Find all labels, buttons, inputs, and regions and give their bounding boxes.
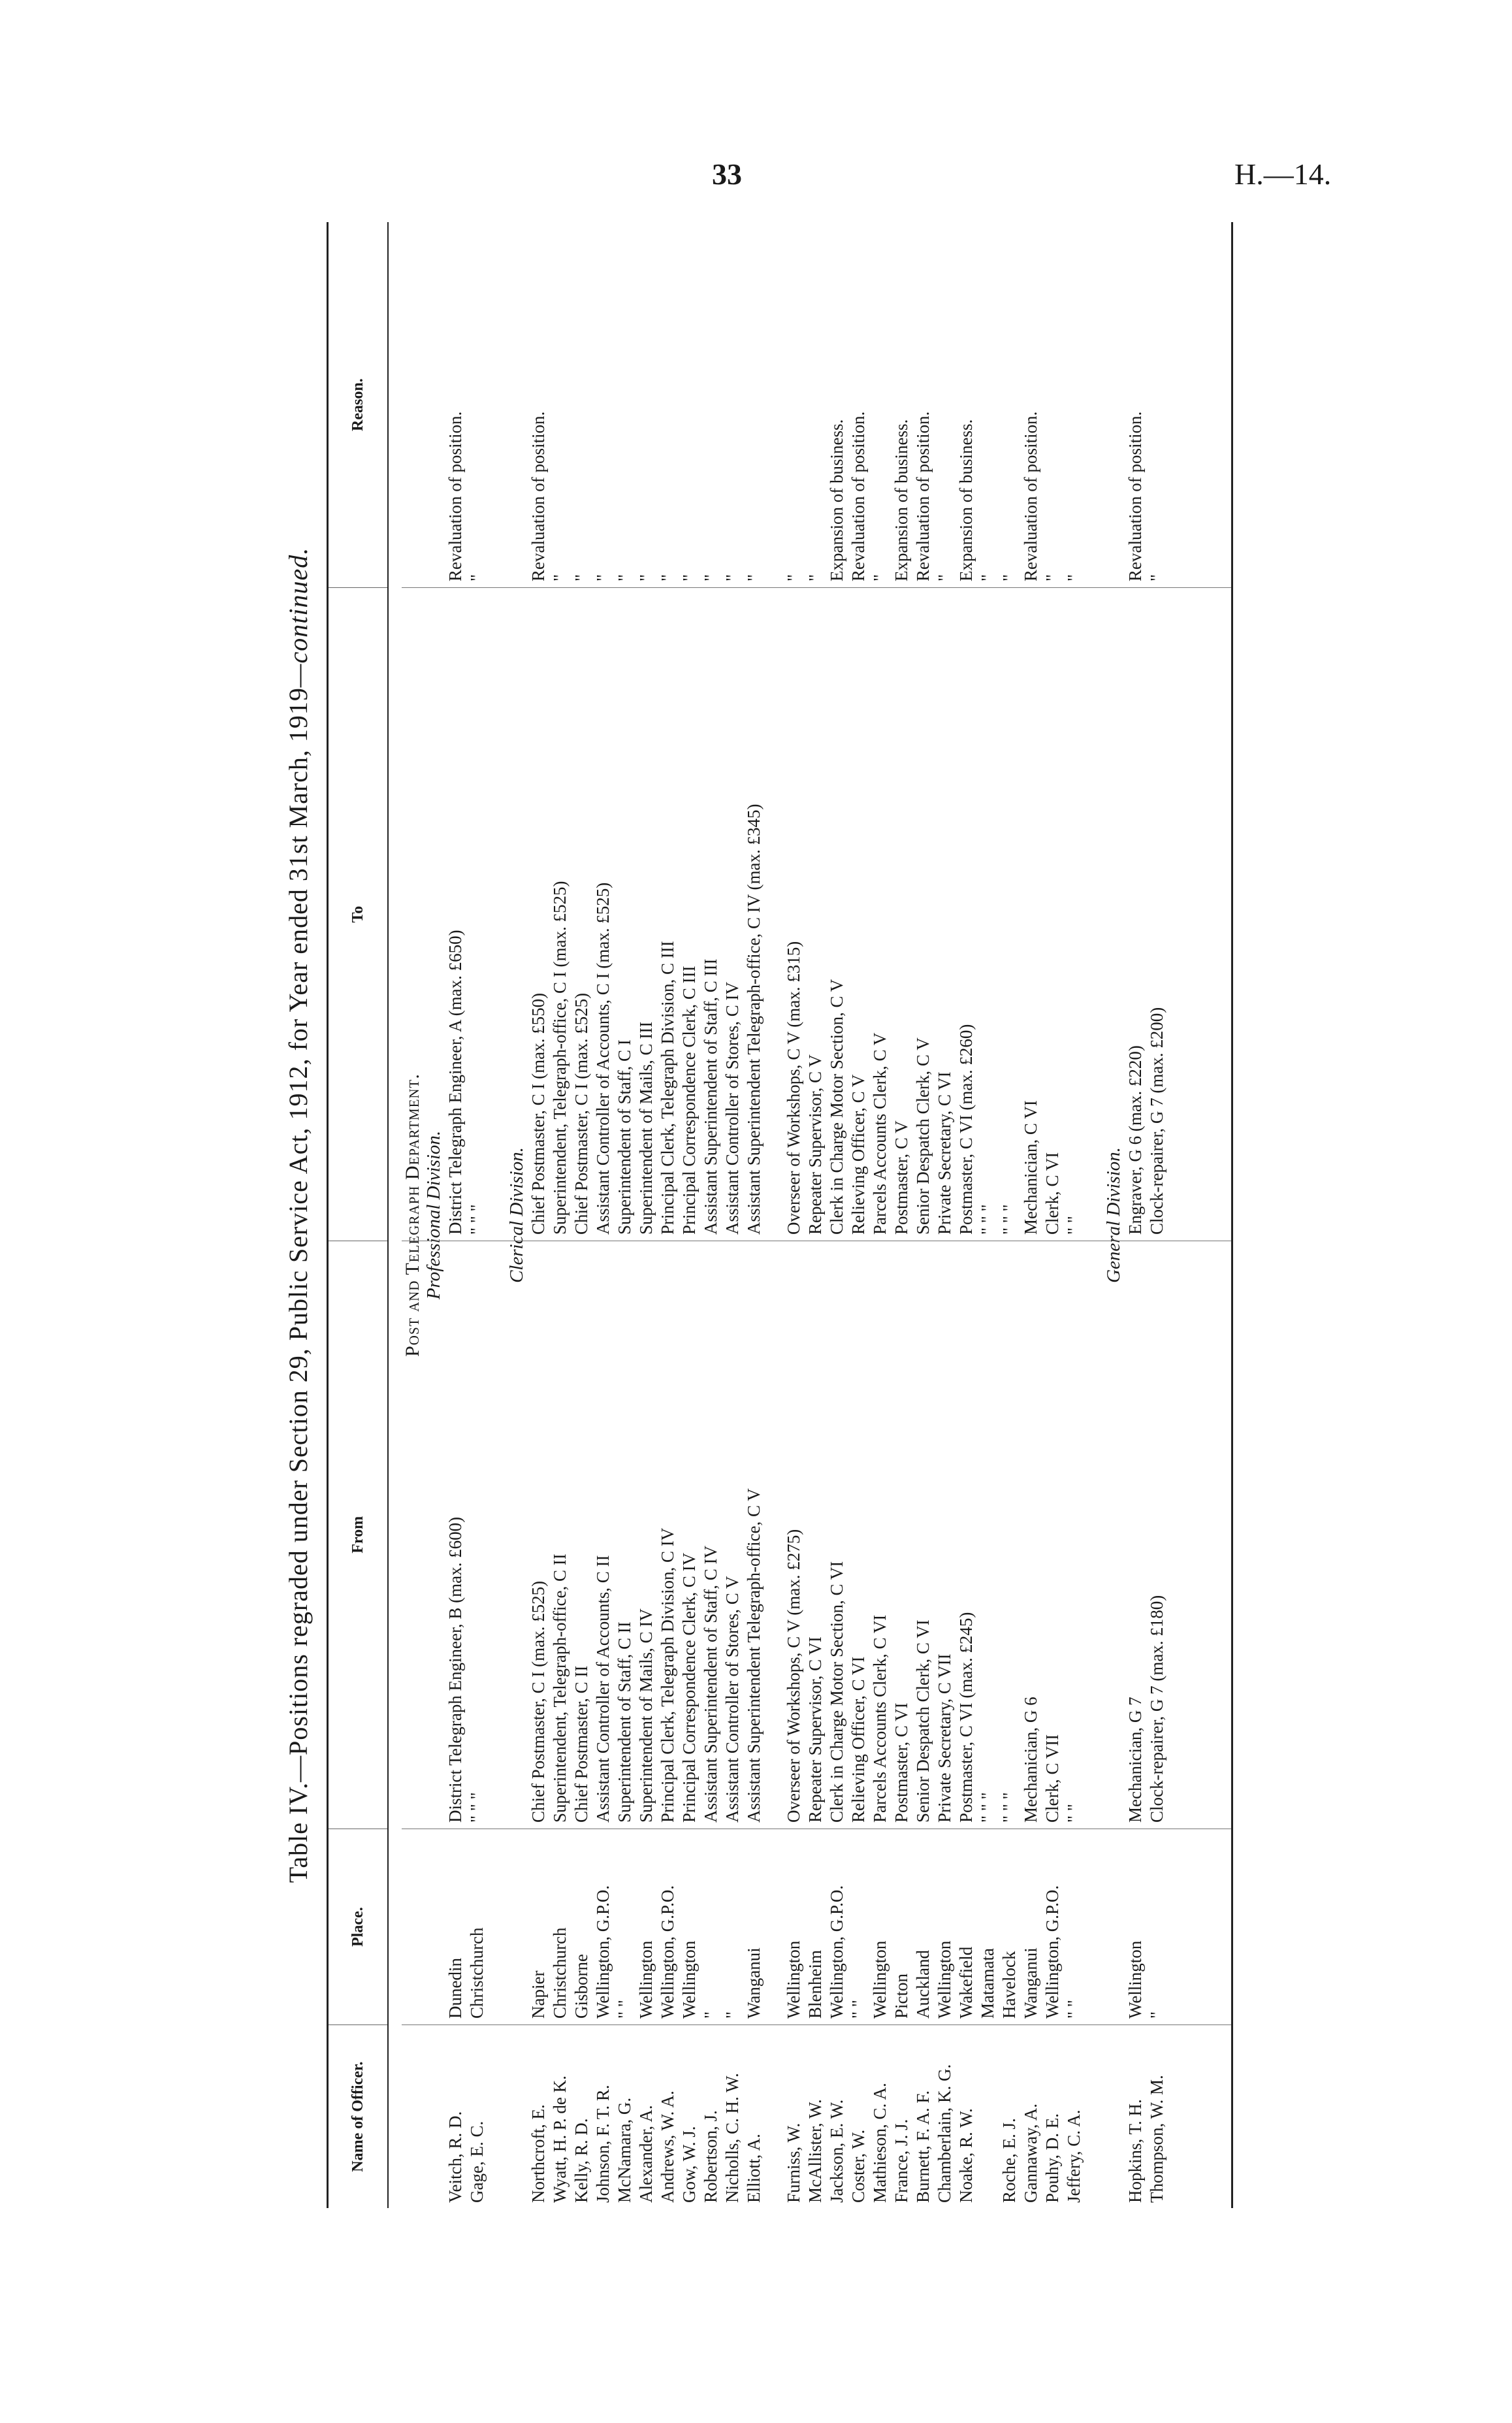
from-grade-cell: " " [1064,1804,1084,1823]
place-cell: Wanganui [744,1947,764,2019]
from-grade-cell: Senior Despatch Clerk, C VI [913,1619,933,1823]
to-grade-cell: Overseer of Workshops, C V (max. £315) [784,941,803,1235]
table-row [805,222,826,2208]
to-grade-cell: Repeater Supervisor, C V [805,1054,825,1235]
from-grade-cell: Parcels Accounts Clerk, C VI [870,1614,890,1823]
place-cell: " " [1064,2000,1084,2019]
place-cell: Wellington [636,1940,656,2019]
table-row [912,222,934,2208]
to-grade-cell: " " [1064,1216,1084,1235]
place-cell: Picton [892,1973,911,2019]
reason-cell: " [805,574,825,581]
officer-name-cell: Jackson, E. W. [827,2099,846,2203]
place-cell: Wellington [679,1940,699,2019]
division-heading: Professional Division. [423,1130,444,1300]
to-grade-cell: Clerk in Charge Motor Section, C V [827,979,846,1235]
officer-name-cell: Jeffery, C. A. [1064,2109,1084,2203]
reason-cell: " [1147,574,1166,581]
place-cell: " [722,2011,742,2019]
place-cell: Auckland [913,1950,933,2019]
reason-cell: Revaluation of position. [1021,411,1040,581]
table-row [848,222,869,2208]
table-title-text: Table IV.—Positions regraded under Section 29, Public Service Act, 1912, for Year ended 31st March, 1919 [283,687,313,1883]
reason-cell: " [744,574,764,581]
place-cell: Wellington, G.P.O. [1042,1885,1062,2019]
place-cell: Blenheim [805,1950,825,2019]
to-grade-cell: Private Secretary, C VI [935,1071,954,1235]
series-code: H.—14. [1234,157,1332,191]
reason-cell: Revaluation of position. [445,411,465,581]
officer-name-cell: Pouhy, D. E. [1042,2113,1062,2203]
reason-cell: " [999,574,1019,581]
to-grade-cell: Superintendent of Staff, C I [615,1039,634,1235]
officer-name-cell: Noake, R. W. [956,2108,976,2203]
table-row [1146,222,1168,2208]
officer-name-cell: Hopkins, T. H. [1125,2099,1145,2203]
department-heading: Post and Telegraph Department. [402,1073,423,1357]
from-grade-cell: " " " [467,1792,487,1823]
to-grade-cell: Principal Clerk, Telegraph Division, C III [658,941,677,1235]
reason-cell: " [935,574,954,581]
section-gap [765,222,783,2208]
from-grade-cell: Repeater Supervisor, C VI [805,1636,825,1823]
officer-name-cell: Gage, E. C. [467,2121,487,2203]
column-header-from: From [329,1241,387,1829]
place-cell: Gisborne [571,1954,591,2019]
section-gap [488,222,506,2208]
table-row [592,222,614,2208]
from-grade-cell: Principal Correspondence Clerk, C IV [679,1552,699,1823]
from-grade-cell: Overseer of Workshops, C V (max. £275) [784,1529,803,1823]
reason-cell: " [658,574,677,581]
column-header-reason: Reason. [349,378,366,431]
table-row [466,222,488,2208]
place-cell: " " [848,2000,868,2019]
table-row [1125,222,1146,2208]
from-grade-cell: Private Secretary, C VII [935,1653,954,1823]
from-grade-cell: " " " [978,1792,997,1823]
reason-cell: " [701,574,720,581]
officer-name-cell [977,2025,999,2208]
from-grade-cell: Assistant Superintendent of Staff, C IV [701,1546,720,1823]
from-grade-cell: Postmaster, C VI (max. £245) [956,1612,976,1823]
to-grade-cell: " " " [467,1204,487,1235]
reason-cell: " [615,574,634,581]
to-grade-cell: Mechanician, C VI [1021,1100,1040,1235]
table-row [722,222,743,2208]
reason-cell: Revaluation of position. [848,411,868,581]
table-row [826,222,848,2208]
from-grade-cell: Clerk in Charge Motor Section, C VI [827,1561,846,1823]
to-grade-cell: Assistant Superintendent Telegraph-office, C IV (max. £345) [744,804,764,1235]
from-grade-cell: Superintendent of Mails, C IV [636,1608,656,1823]
reason-cell: Expansion of business. [892,419,911,581]
from-grade-cell: Relieving Officer, C VI [848,1656,868,1823]
from-grade-cell: Principal Clerk, Telegraph Division, C IV [658,1527,677,1823]
reason-cell: Revaluation of position. [528,411,548,581]
table-row [549,222,571,2208]
to-grade-cell: Relieving Officer, C V [848,1074,868,1235]
place-cell: Matamata [978,1948,997,2019]
place-cell: Napier [528,1970,548,2019]
section-gap [1085,222,1103,2208]
place-cell: Havelock [999,1951,1019,2019]
to-grade-cell: Chief Postmaster, C I (max. £550) [528,992,548,1235]
place-cell: Christchurch [550,1927,570,2019]
officer-name-cell: Elliott, A. [744,2134,764,2203]
place-cell: Wellington [935,1940,954,2019]
officer-name-cell: Wyatt, H. P. de K. [550,2075,570,2203]
place-cell: Wellington, G.P.O. [658,1885,677,2019]
officer-name-cell: Coster, W. [848,2129,868,2203]
page-number: 33 [712,157,742,191]
officer-name-cell: Chamberlain, K. G. [935,2064,954,2203]
officer-name-cell: Gow, W. J. [679,2126,699,2203]
place-cell: Dunedin [445,1958,465,2019]
reason-cell: " [679,574,699,581]
reason-cell: " [467,574,487,581]
division-heading: General Division. [1103,1147,1124,1283]
table-row [528,222,549,2208]
from-grade-cell: " " " [999,1792,1019,1823]
reason-cell: " [978,574,997,581]
place-cell: Christchurch [467,1927,487,2019]
to-grade-cell: Clerk, C VI [1042,1152,1062,1235]
division-heading: Clerical Division. [506,1147,527,1283]
to-grade-cell: Assistant Controller of Accounts, C I (max. £525) [593,882,613,1235]
reason-cell: " [784,574,803,581]
table-title-continued: —continued. [283,547,313,688]
to-grade-cell: Parcels Accounts Clerk, C V [870,1032,890,1235]
reason-cell: " [870,574,890,581]
table-row [700,222,722,2208]
table-row [934,222,956,2208]
officer-name-cell: Nicholls, C. H. W. [722,2073,742,2203]
from-grade-cell: Mechanician, G 6 [1021,1697,1040,1823]
to-grade-cell: Clock-repairer, G 7 (max. £200) [1147,1007,1166,1235]
place-cell: Wakefield [956,1946,976,2019]
reason-cell: " [722,574,742,581]
to-grade-cell: Chief Postmaster, C I (max. £525) [571,992,591,1235]
table-body [402,222,1233,2208]
reason-cell: " [593,574,613,581]
table-row [635,222,657,2208]
from-grade-cell: Superintendent of Staff, C II [615,1621,634,1823]
from-grade-cell: Chief Postmaster, C II [571,1665,591,1823]
officer-name-cell: Thompson, W. M. [1147,2075,1166,2203]
officer-name-cell: Johnson, F. T. R. [593,2085,613,2203]
reason-cell: " [1042,574,1062,581]
officer-name-cell: Gannaway, A. [1021,2104,1040,2203]
table-row [445,222,466,2208]
to-grade-cell: District Telegraph Engineer, A (max. £650) [445,930,465,1235]
to-grade-cell: Assistant Controller of Stores, C IV [722,982,742,1235]
table-row [891,222,912,2208]
officer-name-cell: Roche, E. J. [999,2118,1019,2203]
officer-name-cell: Mathieson, C. A. [870,2083,890,2203]
column-header-place: Place. [329,1829,387,2025]
reason-cell: " [636,574,656,581]
officer-name-cell: Andrews, W. A. [658,2090,677,2203]
table-row [1042,222,1063,2208]
to-grade-cell: Postmaster, C VI (max. £260) [956,1024,976,1235]
table-row [679,222,700,2208]
to-grade-cell: Senior Despatch Clerk, C V [913,1037,933,1235]
officer-name-cell: Alexander, A. [636,2105,656,2203]
officer-name-cell: Northcroft, E. [528,2104,548,2203]
from-grade-cell: Assistant Controller of Accounts, C II [593,1555,613,1823]
officer-name-cell: McAllister, W. [805,2099,825,2203]
from-grade-cell: Chief Postmaster, C I (max. £525) [528,1580,548,1823]
reason-cell: " [550,574,570,581]
table-sections [423,222,1168,2208]
from-grade-cell: Postmaster, C VI [892,1702,911,1823]
column-divider [402,587,1231,588]
table-row [977,222,999,2208]
table-row [869,222,891,2208]
to-grade-cell: Principal Correspondence Clerk, C III [679,966,699,1235]
table-row [1020,222,1042,2208]
reason-cell: Revaluation of position. [1125,411,1145,581]
column-header-name: Name of Officer. [329,2025,387,2208]
officer-name-cell: Furniss, W. [784,2122,803,2203]
to-grade-cell: Postmaster, C V [892,1120,911,1235]
table-title [283,222,327,2208]
table-row [956,222,977,2208]
rotated-table [283,222,1215,2208]
to-grade-cell: Engraver, G 6 (max. £220) [1125,1045,1145,1235]
column-header-row [327,222,389,2208]
from-grade-cell: Assistant Controller of Stores, C V [722,1576,742,1823]
table-row [1063,222,1085,2208]
officer-name-cell: Kelly, R. D. [571,2118,591,2203]
table-row [657,222,679,2208]
table-row [743,222,765,2208]
from-grade-cell: Mechanician, G 7 [1125,1697,1145,1823]
from-grade-cell: Assistant Superintendent Telegraph-office, C V [744,1488,764,1823]
place-cell: Wellington [870,1940,890,2019]
reason-cell: Expansion of business. [827,419,846,581]
table-row [614,222,635,2208]
column-header-to: To [329,587,387,1241]
reason-cell: " [1064,574,1084,581]
officer-name-cell: Veitch, R. D. [445,2111,465,2203]
place-cell: Wellington [1125,1940,1145,2019]
from-grade-cell: Clock-repairer, G 7 (max. £180) [1147,1595,1166,1823]
to-grade-cell: " " " [978,1204,997,1235]
place-cell: Wanganui [1021,1947,1040,2019]
place-cell: " " [615,2000,634,2019]
to-grade-cell: Assistant Superintendent of Staff, C III [701,958,720,1235]
table-row [999,222,1020,2208]
reason-cell: " [571,574,591,581]
officer-name-cell: Robertson, J. [701,2110,720,2203]
from-grade-cell: Superintendent, Telegraph-office, C II [550,1553,570,1823]
place-cell: Wellington, G.P.O. [827,1885,846,2019]
officer-name-cell: France, J. J. [892,2119,911,2203]
reason-cell: Revaluation of position. [913,411,933,581]
to-grade-cell: " " " [999,1204,1019,1235]
officer-name-cell: McNamara, G. [615,2097,634,2203]
place-cell: " [701,2011,720,2019]
place-cell: Wellington [784,1940,803,2019]
to-grade-cell: Superintendent of Mails, C III [636,1021,656,1235]
officer-name-cell: Burnett, F. A. F. [913,2090,933,2203]
from-grade-cell: District Telegraph Engineer, B (max. £600) [445,1516,465,1823]
reason-cell: Expansion of business. [956,419,976,581]
place-cell: " [1147,2011,1166,2019]
table-row [571,222,592,2208]
from-grade-cell: Clerk, C VII [1042,1734,1062,1823]
place-cell: Wellington, G.P.O. [593,1885,613,2019]
table-row [783,222,805,2208]
to-grade-cell: Superintendent, Telegraph-office, C I (max. £525) [550,881,570,1235]
